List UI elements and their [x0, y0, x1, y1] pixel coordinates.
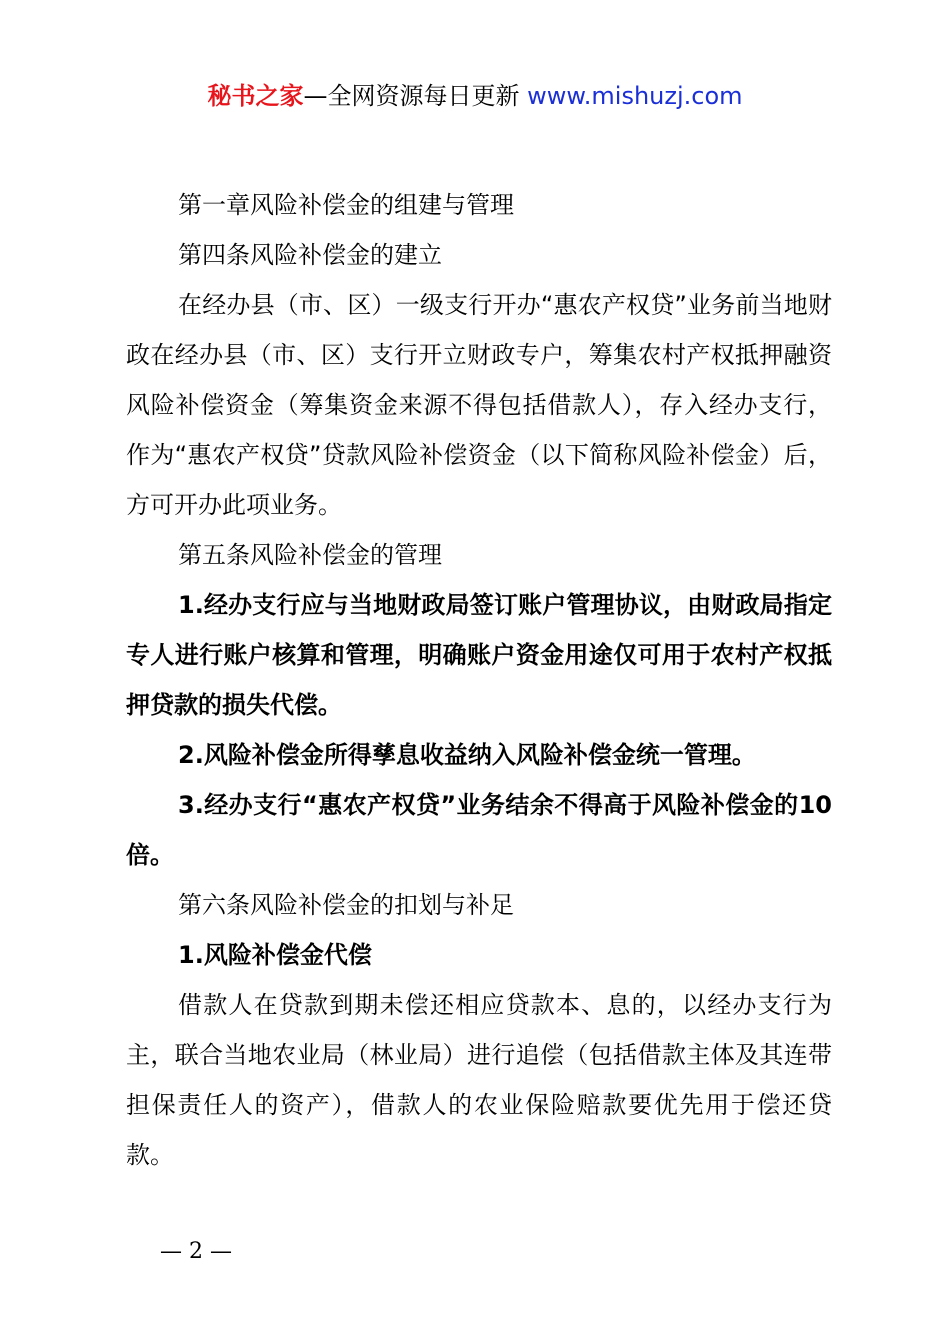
site-url-link[interactable]: www.mishuzj.com — [527, 82, 743, 110]
article-5-item-2: 2.风险补偿金所得孳息收益纳入风险补偿金统一管理。 — [178, 741, 756, 769]
header-tagline: —全网资源每日更新 — [303, 82, 520, 110]
article-6-item-1-heading: 1.风险补偿金代偿 — [178, 941, 372, 969]
article-5-item-3: 3.经办支行“惠农产权贷”业务结余不得高于风险补偿金的10倍。 — [126, 791, 832, 869]
article-5-heading: 第五条风险补偿金的管理 — [178, 541, 442, 569]
page-number: — 2 — — [160, 1239, 232, 1264]
article-4-heading: 第四条风险补偿金的建立 — [178, 241, 442, 269]
article-4-paragraph: 在经办县（市、区）一级支行开办“惠农产权贷”业务前当地财政在经办县（市、区）支行开立财政专户，筹集农村产权抵押融资风险补偿资金（筹集资金来源不得包括借款人），存入经办支行，作为“惠农产权贷”贷款风险补偿资金（以下简称风险补偿金）后，方可开办此项业务。 — [126, 291, 832, 519]
article-5-item-1: 1.经办支行应与当地财政局签订账户管理协议，由财政局指定专人进行账户核算和管理，明确账户资金用途仅可用于农村产权抵押贷款的损失代偿。 — [126, 591, 832, 719]
document-body — [126, 180, 832, 1180]
brand-name: 秘书之家 — [207, 82, 304, 110]
article-6-heading: 第六条风险补偿金的扣划与补足 — [178, 891, 514, 919]
chapter-heading: 第一章风险补偿金的组建与管理 — [178, 191, 514, 219]
site-header — [0, 78, 950, 114]
article-6-item-1-paragraph: 借款人在贷款到期未偿还相应贷款本、息的，以经办支行为主，联合当地农业局（林业局）进行追偿（包括借款主体及其连带担保责任人的资产），借款人的农业保险赔款要优先用于偿还贷款。 — [126, 991, 832, 1169]
